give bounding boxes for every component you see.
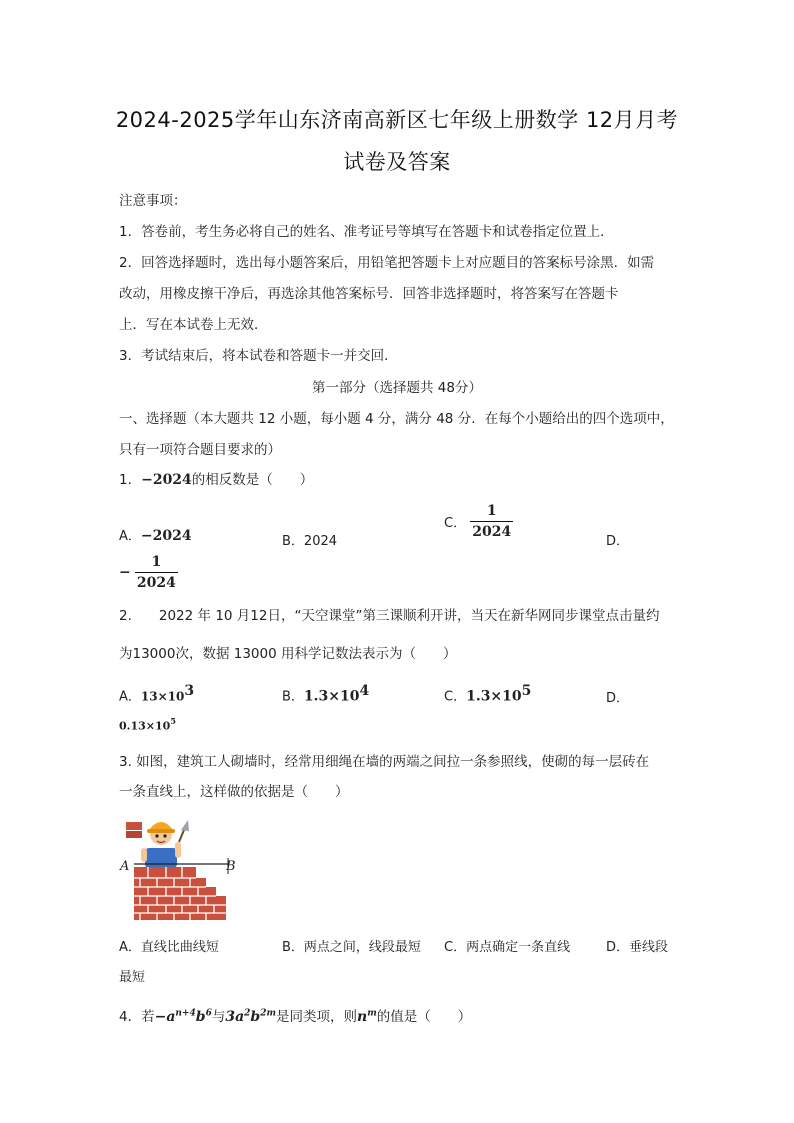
- note-1: 1．答卷前，考生务必将自己的姓名、准考证号等填写在答题卡和试卷指定位置上．: [119, 224, 614, 240]
- q1-text: 的相反数是（ ）: [191, 472, 314, 488]
- q1-a-value: −2024: [140, 528, 192, 544]
- q1-c-numerator: 1: [486, 503, 497, 519]
- notes-heading: 注意事项：: [119, 193, 187, 209]
- section-instructions-a: 一、选择题（本大题共 12 小题，每小题 4 分，满分 48 分．在每个小题给出的四个选项中，: [119, 411, 674, 427]
- exam-title-line2: 试卷及答案: [343, 150, 451, 174]
- q1-option-d-label: D．: [606, 534, 630, 549]
- q2-option-a: [119, 683, 194, 704]
- q1-option-a: [119, 525, 192, 544]
- q4-term1: [155, 1009, 212, 1025]
- worker-figure-icon: [141, 820, 189, 868]
- q2-option-c: [444, 683, 531, 704]
- q2-c-value: 1.3×10: [466, 688, 522, 705]
- q1-number: 1．: [119, 472, 142, 488]
- note-2a: 2．回答选择题时，选出每小题答案后，用铅笔把答题卡上对应题目的答案标号涂黑．如需: [119, 255, 655, 271]
- note-3: 3．考试结束后，将本试卷和答题卡一并交回．: [119, 348, 398, 364]
- exam-title-line1: 2024-2025学年山东济南高新区七年级上册数学 12月月考: [115, 108, 679, 132]
- q2-b-label: B．: [282, 689, 304, 705]
- note-2b: 改动，用橡皮擦干净后，再选涂其他答案标号．回答非选择题时，将答案写在答题卡: [119, 286, 619, 302]
- section-instructions-b: 只有一项符合题目要求的）: [119, 442, 281, 458]
- q2-c-label: C．: [444, 689, 467, 705]
- q4-mid2: 是同类项，则: [276, 1009, 358, 1025]
- q2-b-value: 1.3×10: [303, 688, 360, 705]
- q1-math: −2024: [141, 472, 192, 488]
- q4-term1-a: a: [166, 1009, 176, 1025]
- held-brick-icon: [126, 822, 142, 838]
- question-1: [119, 468, 313, 488]
- q1-d-denominator: 2024: [135, 572, 178, 591]
- q1-d-fraction: [135, 554, 178, 591]
- q1-d-numerator: 1: [151, 554, 162, 570]
- note-2c: 上．写在本试卷上无效．: [119, 317, 268, 333]
- q1-a-label: A．: [119, 529, 141, 544]
- q2-a-value: 13×10: [140, 689, 185, 704]
- q2-option-d: [119, 716, 176, 733]
- q2-a-exponent: 3: [184, 683, 195, 699]
- question-2-line1: 2. 2022 年 10 月12日，“天空课堂”第三课顺利开讲，当天在新华网同步课堂点击量约: [119, 608, 660, 624]
- q2-d-exponent: 5: [170, 716, 176, 726]
- q4-term1-b: b: [195, 1009, 206, 1025]
- point-a-label: A: [120, 859, 130, 874]
- q2-a-label: A．: [119, 689, 141, 705]
- q4-term2-a-exp: 2: [244, 1008, 251, 1019]
- q4-prefix: 4．若: [119, 1009, 155, 1025]
- q1-b-label: B．: [282, 534, 304, 549]
- q1-c-denominator: 2024: [470, 521, 513, 540]
- question-2-line2: 为13000次，数据 13000 用科学记数法表示为（ ）: [119, 646, 457, 662]
- q3-option-c: C．两点确定一条直线: [444, 940, 571, 955]
- q2-d-value: 0.13×10: [119, 719, 171, 733]
- q1-c-fraction: [470, 503, 513, 540]
- q1-d-sign: −: [119, 564, 131, 581]
- q2-c-exponent: 5: [521, 683, 532, 699]
- q4-term2-b: b: [250, 1009, 261, 1025]
- q4-term2-a: a: [235, 1009, 245, 1025]
- q1-b-value: 2024: [303, 534, 338, 549]
- q4-term2: [225, 1009, 276, 1025]
- q2-option-d-label: D．: [606, 691, 630, 706]
- q4-term2-coef: 3: [225, 1009, 236, 1025]
- q4-term1-b-exp: 6: [205, 1008, 212, 1019]
- question-4: [119, 1005, 471, 1025]
- q4-term3: [357, 1009, 377, 1025]
- point-b-label: B: [226, 859, 236, 874]
- q3-option-d: D．垂线段: [606, 940, 669, 955]
- part1-heading: 第一部分（选择题共 48分）: [312, 380, 482, 396]
- q1-option-b: [282, 530, 337, 549]
- q3-option-b: B．两点之间，线段最短: [282, 940, 421, 955]
- q1-c-label: C．: [444, 516, 467, 531]
- q4-term1-sign: −: [154, 1009, 167, 1025]
- q2-b-exponent: 4: [359, 683, 370, 699]
- q4-term3-exp: m: [367, 1008, 377, 1019]
- q4-term1-a-exp: n+4: [175, 1008, 196, 1019]
- q4-mid: 与: [211, 1009, 226, 1025]
- bricklayer-illustration: [118, 812, 240, 920]
- brick-wall-icon: [134, 867, 226, 920]
- q1-option-d: [119, 554, 178, 591]
- q4-suffix: 的值是（ ）: [376, 1009, 472, 1025]
- question-3-line1: 3. 如图，建筑工人砌墙时，经常用细绳在墙的两端之间拉一条参照线，使砌的每一层砖在: [119, 754, 650, 770]
- q3-option-a: A．直线比曲线短: [119, 940, 219, 955]
- q4-term2-b-exp: 2m: [260, 1008, 277, 1019]
- q3-option-d-continued: 最短: [119, 970, 146, 985]
- question-3-line2: 一条直线上，这样做的依据是（ ）: [119, 784, 349, 800]
- q1-option-c: [444, 503, 513, 540]
- q4-term3-n: n: [357, 1009, 368, 1025]
- q2-option-b: [282, 683, 369, 704]
